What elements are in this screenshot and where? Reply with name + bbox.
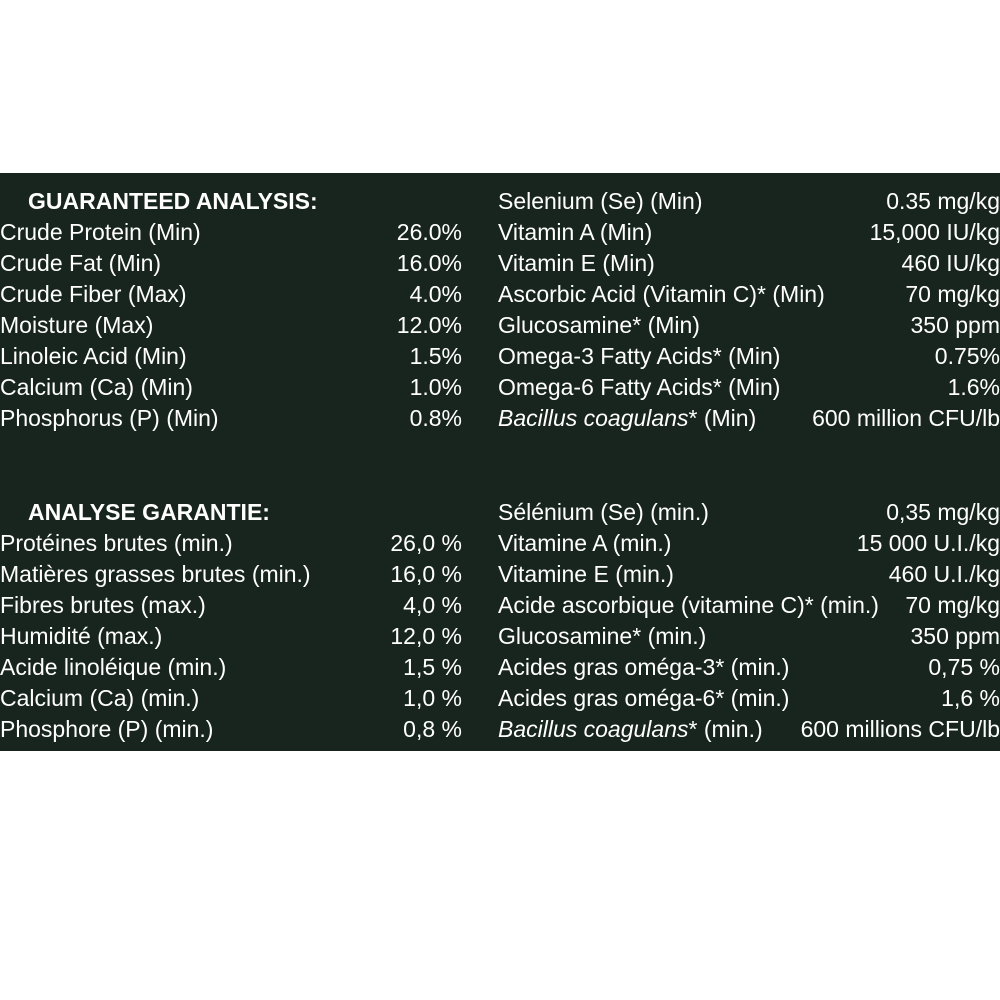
nutrient-row: [498, 559, 1000, 590]
nutrient-value: 70 mg/kg: [905, 281, 1000, 307]
nutrient-label: [498, 714, 763, 745]
nutrient-label: [498, 590, 879, 621]
nutrient-label: [498, 621, 706, 652]
nutrient-label: [498, 372, 780, 403]
nutrient-value: 15 000 U.I./kg: [856, 530, 1000, 556]
nutrient-value: 0,35 mg/kg: [886, 499, 1000, 525]
nutrient-value: 0.8%: [409, 405, 462, 431]
nutrient-label-text: * (Min): [688, 405, 757, 431]
nutrient-row: [0, 714, 462, 745]
nutrient-value: 1.0%: [409, 374, 462, 400]
nutrient-label-text: Vitamine A (min.): [498, 530, 672, 556]
nutrient-row: [498, 683, 1000, 714]
nutrient-label-text: Omega-3 Fatty Acids* (Min): [498, 343, 781, 369]
nutrient-value: 460 U.I./kg: [888, 561, 1000, 587]
nutrient-label-text: Moisture (Max): [0, 312, 154, 338]
nutrient-row: [0, 403, 462, 434]
nutrient-label-text: Calcium (Ca) (min.): [0, 685, 200, 711]
nutrient-label-text: Acides gras oméga-3* (min.): [498, 654, 790, 680]
nutrient-label: [0, 652, 226, 683]
nutrient-label: [498, 528, 671, 559]
nutrient-label-text: Protéines brutes (min.): [0, 530, 233, 556]
nutrient-value: 1,5 %: [403, 654, 462, 680]
right-column: [498, 186, 1000, 808]
nutrient-label: [0, 310, 153, 341]
nutrient-label-text: Acide linoléique (min.): [0, 654, 227, 680]
nutrient-label-text: Glucosamine* (min.): [498, 623, 707, 649]
nutrient-row: [0, 590, 462, 621]
nutrient-row: [0, 652, 462, 683]
nutrient-label-text: Crude Fiber (Max): [0, 281, 187, 307]
nutrient-label: [498, 403, 756, 434]
nutrient-row: [498, 279, 1000, 310]
nutrient-label: [0, 683, 199, 714]
nutrient-label-text: Phosphorus (P) (Min): [0, 405, 219, 431]
nutrient-label: [0, 621, 162, 652]
nutrient-label-text: Acide ascorbique (vitamine C)* (min.): [498, 592, 879, 618]
nutrient-row: [498, 590, 1000, 621]
french-heading: ANALYSE GARANTIE:: [28, 499, 270, 525]
nutrient-label: [0, 279, 187, 310]
english-right-rows: [498, 186, 1000, 434]
nutrient-row: [0, 279, 462, 310]
nutrient-label: [498, 683, 789, 714]
english-right-section: [498, 186, 1000, 434]
nutrient-label-text: Matières grasses brutes (min.): [0, 561, 311, 587]
nutrient-label-text: Phosphore (P) (min.): [0, 716, 214, 742]
nutrient-label-text: Humidité (max.): [0, 623, 163, 649]
french-right-rows: [498, 497, 1000, 745]
nutrient-value: 26,0 %: [390, 530, 462, 556]
nutrient-row: [0, 528, 462, 559]
nutrient-value: 12.0%: [396, 312, 462, 338]
nutrient-value: 0,8 %: [403, 716, 462, 742]
nutrient-label-text: Crude Protein (Min): [0, 219, 201, 245]
nutrient-value: 350 ppm: [910, 312, 1000, 338]
nutrient-label: [0, 217, 201, 248]
nutrient-label: [498, 279, 825, 310]
nutrient-label: [498, 341, 780, 372]
nutrient-row: [498, 497, 1000, 528]
nutrient-value: 4.0%: [409, 281, 462, 307]
nutrient-label-text: Fibres brutes (max.): [0, 592, 206, 618]
nutrient-value: 70 mg/kg: [905, 592, 1000, 618]
nutrient-label-text: Vitamine E (min.): [498, 561, 674, 587]
nutrient-value: 600 million CFU/lb: [812, 405, 1000, 431]
nutrient-value: 1.6%: [947, 374, 1000, 400]
nutrient-label-text: Glucosamine* (Min): [498, 312, 700, 338]
nutrient-label: [498, 559, 674, 590]
nutrient-row: [0, 248, 462, 279]
nutrient-row: [498, 372, 1000, 403]
nutrient-row: [498, 341, 1000, 372]
nutrient-value: 12,0 %: [390, 623, 462, 649]
nutrient-row: [498, 186, 1000, 217]
nutrient-value: 0.35 mg/kg: [886, 188, 1000, 214]
nutrient-label: [0, 341, 187, 372]
nutrient-value: 350 ppm: [910, 623, 1000, 649]
nutrient-label-text: Linoleic Acid (Min): [0, 343, 187, 369]
guaranteed-analysis-panel: [0, 173, 1000, 751]
nutrient-value: 0,75 %: [928, 654, 1000, 680]
nutrient-label: [0, 559, 311, 590]
nutrient-row: [0, 310, 462, 341]
nutrient-value: 26.0%: [396, 219, 462, 245]
nutrient-label-text: Sélénium (Se) (min.): [498, 499, 709, 525]
nutrient-row: [498, 528, 1000, 559]
nutrient-value: 600 millions CFU/lb: [800, 716, 1000, 742]
nutrient-label-italic: Bacillus coagulans: [498, 716, 689, 742]
nutrient-label-text: Ascorbic Acid (Vitamin C)* (Min): [498, 281, 825, 307]
nutrient-label: [0, 528, 233, 559]
nutrient-label-text: Selenium (Se) (Min): [498, 188, 703, 214]
nutrient-row: [498, 248, 1000, 279]
nutrient-value: 460 IU/kg: [901, 250, 1000, 276]
english-left-section: [0, 186, 462, 434]
nutrient-label: [498, 310, 700, 341]
nutrient-row: [0, 559, 462, 590]
nutrient-label-text: * (min.): [688, 716, 763, 742]
left-column: [0, 186, 462, 808]
nutrient-label: [0, 248, 161, 279]
french-right-section: [498, 497, 1000, 745]
french-left-section: [0, 497, 462, 745]
nutrient-label: [498, 217, 652, 248]
nutrient-label: [498, 186, 703, 217]
nutrient-value: 1,0 %: [403, 685, 462, 711]
nutrient-value: 4,0 %: [403, 592, 462, 618]
nutrient-row: [498, 714, 1000, 745]
nutrient-label-text: Omega-6 Fatty Acids* (Min): [498, 374, 781, 400]
nutrient-row: [498, 621, 1000, 652]
nutrient-label-text: Vitamin A (Min): [498, 219, 653, 245]
english-heading: GUARANTEED ANALYSIS:: [28, 188, 318, 214]
nutrient-row: [0, 683, 462, 714]
nutrient-row: [498, 217, 1000, 248]
nutrient-row: [498, 403, 1000, 434]
nutrient-label: [0, 714, 213, 745]
nutrient-label-text: Acides gras oméga-6* (min.): [498, 685, 790, 711]
nutrient-row: [0, 621, 462, 652]
nutrient-row: [0, 372, 462, 403]
nutrient-row: [498, 652, 1000, 683]
nutrient-value: 1.5%: [409, 343, 462, 369]
nutrient-label: [0, 590, 206, 621]
nutrient-value: 0.75%: [934, 343, 1000, 369]
nutrient-label: [498, 497, 709, 528]
french-left-rows: [0, 528, 462, 745]
nutrient-value: 16.0%: [396, 250, 462, 276]
nutrient-label: [0, 403, 219, 434]
nutrient-row: [0, 217, 462, 248]
nutrient-label-text: Calcium (Ca) (Min): [0, 374, 193, 400]
nutrient-row: [498, 310, 1000, 341]
nutrient-label: [498, 652, 789, 683]
english-left-rows: [0, 217, 462, 434]
nutrient-label-italic: Bacillus coagulans: [498, 405, 689, 431]
nutrient-label-text: Vitamin E (Min): [498, 250, 655, 276]
nutrient-label: [498, 248, 655, 279]
nutrient-row: [0, 341, 462, 372]
nutrient-value: 16,0 %: [390, 561, 462, 587]
nutrient-label: [0, 372, 193, 403]
nutrient-value: 1,6 %: [941, 685, 1000, 711]
nutrient-value: 15,000 IU/kg: [869, 219, 1000, 245]
nutrient-label-text: Crude Fat (Min): [0, 250, 162, 276]
